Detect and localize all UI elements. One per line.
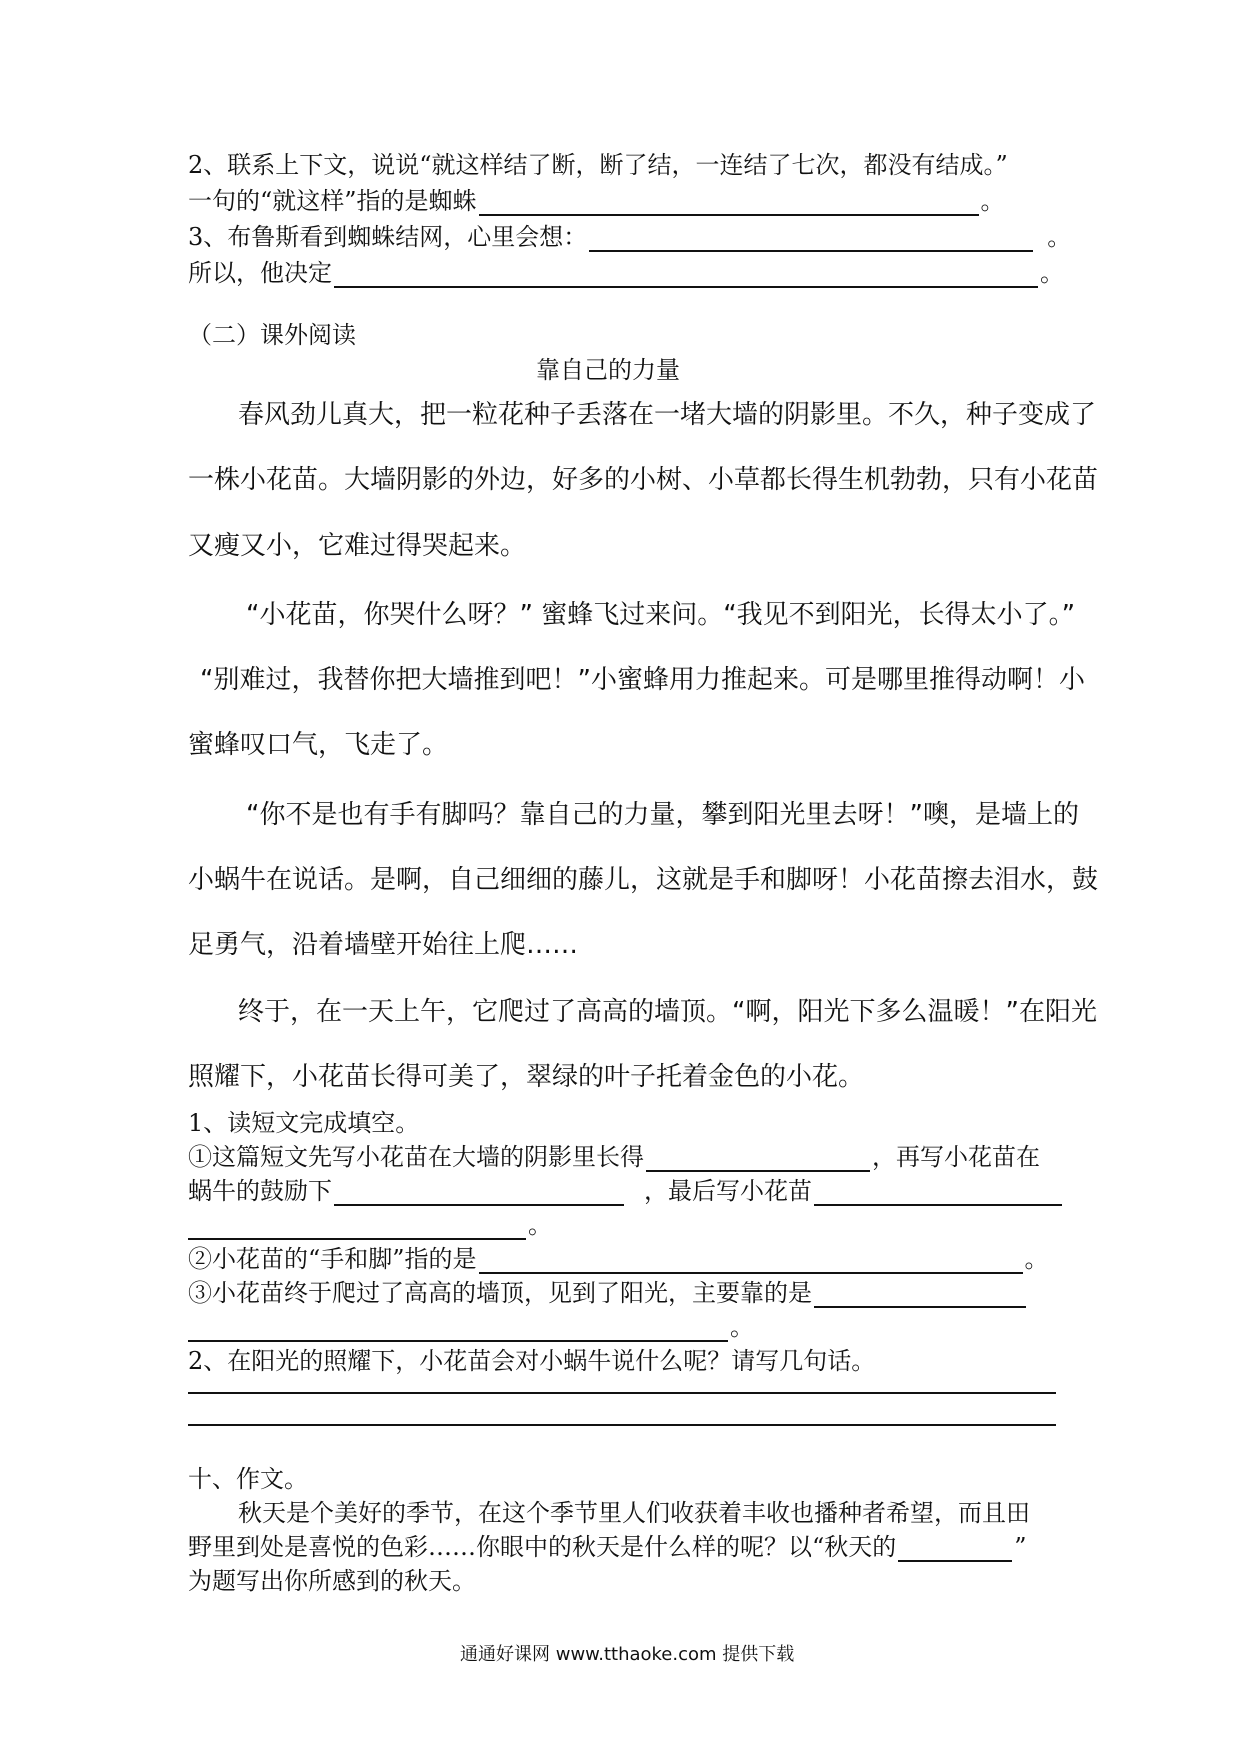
- story-line-9: 足勇气，沿着墙壁开始往上爬……: [188, 930, 579, 960]
- q2-answer-line-2[interactable]: [188, 1424, 1056, 1426]
- q2-line1: 2、联系上下文，说说“就这样结了断，断了结，一连结了七次，都没有结成。”: [188, 151, 1008, 179]
- q1c-line2: [188, 1312, 754, 1342]
- q1a-part2: ，再写小花苗在: [872, 1143, 1040, 1171]
- q1a-line2-part2: ，最后写小花苗: [644, 1177, 812, 1205]
- q1a-line1: [188, 1142, 1040, 1172]
- story-line-8: 小蜗牛在说话。是啊，自己细细的藤儿，这就是手和脚呀！小花苗擦去泪水，鼓: [188, 865, 1099, 895]
- q1a-line2: [188, 1176, 1064, 1206]
- composition-line-2-suffix: ”: [1014, 1533, 1027, 1561]
- story-line-10: 终于，在一天上午，它爬过了高高的墙顶。“啊，阳光下多么温暖！”在阳光: [238, 997, 1097, 1027]
- q2-line2: [188, 186, 1005, 216]
- q1c-text: ③小花苗终于爬过了高高的墙顶，见到了阳光，主要靠的是: [188, 1279, 812, 1307]
- q2-prompt: 2、在阳光的照耀下，小花苗会对小蜗牛说什么呢？请写几句话。: [188, 1347, 876, 1375]
- q1a-period: 。: [528, 1211, 552, 1239]
- q1a-blank-3[interactable]: [814, 1180, 1062, 1206]
- q1a-part1: ①这篇短文先写小花苗在大墙的阴影里长得: [188, 1143, 644, 1171]
- composition-line-3: 为题写出你所感到的秋天。: [188, 1567, 476, 1595]
- q1c-blank[interactable]: [814, 1282, 1026, 1308]
- q1a-blank-3-cont[interactable]: [188, 1214, 526, 1240]
- story-line-1: 春风劲儿真大，把一粒花种子丢落在一堵大墙的阴影里。不久，种子变成了: [238, 400, 1097, 430]
- story-line-6: 蜜蜂叹口气，飞走了。: [188, 730, 449, 760]
- story-line-11: 照耀下，小花苗长得可美了，翠绿的叶子托着金色的小花。: [188, 1062, 865, 1092]
- q1b-line: [188, 1244, 1049, 1274]
- q1-title: 1、读短文完成填空。: [188, 1109, 420, 1137]
- q1a-line3: [188, 1210, 552, 1240]
- q3-decision-blank[interactable]: [334, 262, 1038, 288]
- q1c-line1: [188, 1278, 1028, 1308]
- footer-text: 通通好课网 www.tthaoke.com 提供下载: [460, 1644, 795, 1665]
- q1a-blank-1[interactable]: [646, 1146, 870, 1172]
- story-line-4: “小花苗，你哭什么呀？” 蜜蜂飞过来问。“我见不到阳光，长得太小了。”: [246, 600, 1076, 630]
- q2-answer-blank[interactable]: [479, 190, 979, 216]
- section-heading: （二）课外阅读: [188, 321, 356, 349]
- q1a-blank-2[interactable]: [334, 1180, 624, 1206]
- q3-line1: [188, 222, 1071, 252]
- q3-line1-prefix: 3、布鲁斯看到蜘蛛结网，心里会想：: [188, 223, 588, 251]
- q1c-period: 。: [730, 1313, 754, 1341]
- q3-period-2: 。: [1040, 259, 1064, 287]
- q1b-blank[interactable]: [479, 1248, 1023, 1274]
- composition-title-blank[interactable]: [898, 1536, 1012, 1562]
- q3-thought-blank[interactable]: [589, 226, 1033, 252]
- q2-period: 。: [980, 187, 1005, 215]
- q3-line2-prefix: 所以，他决定: [188, 259, 332, 287]
- q1b-text: ②小花苗的“手和脚”指的是: [188, 1245, 477, 1273]
- q3-period-1: 。: [1047, 223, 1072, 251]
- composition-line-1: 秋天是个美好的季节，在这个季节里人们收获着丰收也播种者希望，而且田: [238, 1499, 1030, 1527]
- story-title: 靠自己的力量: [536, 356, 680, 384]
- composition-line-2-prefix: 野里到处是喜悦的色彩……你眼中的秋天是什么样的呢？以“秋天的: [188, 1533, 897, 1561]
- story-line-2: 一株小花苗。大墙阴影的外边，好多的小树、小草都长得生机勃勃，只有小花苗: [188, 465, 1099, 495]
- q3-line2: [188, 258, 1064, 288]
- story-line-3: 又瘦又小，它难过得哭起来。: [188, 531, 527, 561]
- story-line-5: “别难过，我替你把大墙推到吧！”小蜜蜂用力推起来。可是哪里推得动啊！小: [200, 665, 1085, 695]
- composition-heading: 十、作文。: [188, 1465, 308, 1493]
- q2-answer-line-1[interactable]: [188, 1392, 1056, 1394]
- composition-line-2: [188, 1532, 1027, 1562]
- story-line-7: “你不是也有手有脚吗？靠自己的力量，攀到阳光里去呀！”噢，是墙上的: [246, 800, 1079, 830]
- q2-line2-prefix: 一句的“就这样”指的是蜘蛛: [188, 187, 477, 215]
- q1b-period: 。: [1024, 1245, 1049, 1273]
- q1a-line2-part1: 蜗牛的鼓励下: [188, 1177, 332, 1205]
- q1c-blank-cont[interactable]: [188, 1316, 728, 1342]
